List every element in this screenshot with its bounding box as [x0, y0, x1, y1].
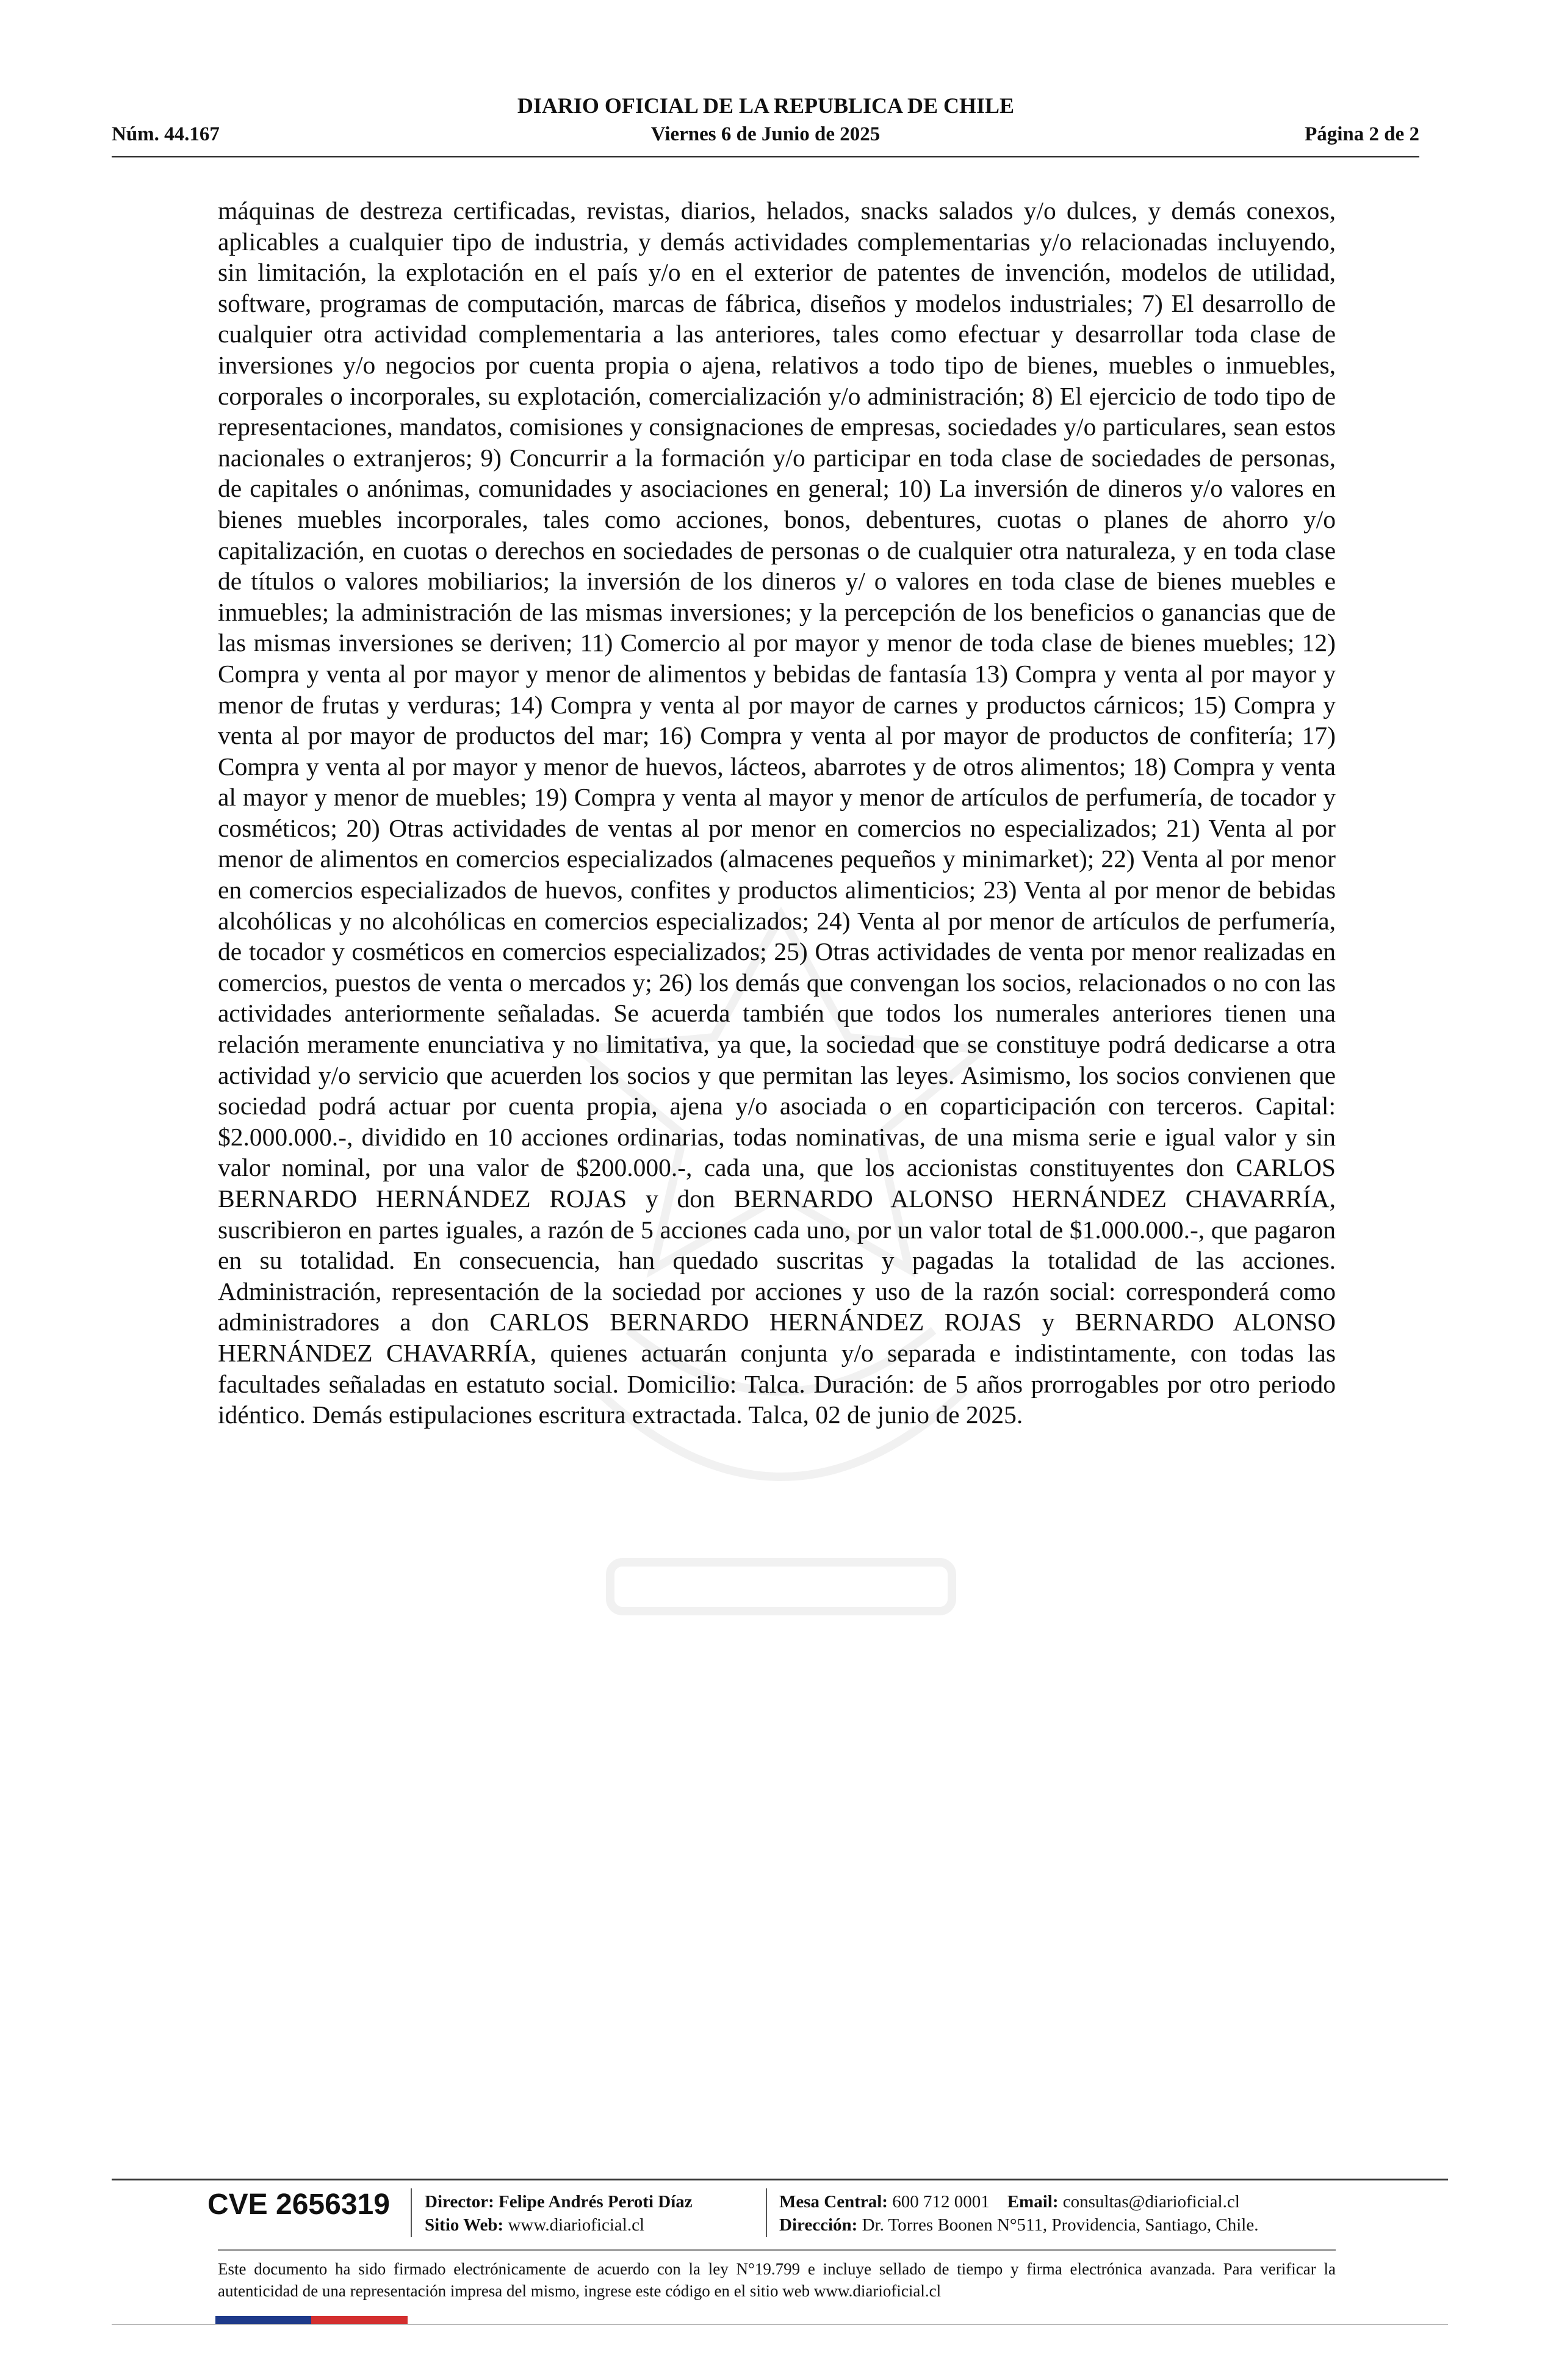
director-label: Director:	[425, 2192, 494, 2212]
footer-divider-top	[112, 2179, 1448, 2180]
website-label: Sitio Web:	[425, 2215, 504, 2235]
footer-contact-block	[779, 2190, 1258, 2237]
flag-stripe	[215, 2316, 408, 2324]
phone-label: Mesa Central:	[779, 2192, 888, 2212]
website-link[interactable]: www.diarioficial.cl	[508, 2215, 645, 2235]
issue-number: Núm. 44.167	[112, 123, 220, 145]
flag-blue-band	[215, 2316, 311, 2324]
body-text: máquinas de destreza certificadas, revistas, diarios, helados, snacks salados y/o dulces, y demás conexos, aplicables a cualquier tipo de industria, y demás actividades complementarias y/o relacionadas incluyendo, sin limitación, la explotación en el país y/o en el exterior de patentes de invención, modelos de utilidad, software, programas de computación, marcas de fábrica, diseños y modelos industriales; 7) El desarrollo de cualquier otra actividad complementaria a las anteriores, tales como efectuar y desarrollar toda clase de inversiones y/o negocios por cuenta propia o ajena, relativos a todo tipo de bienes, muebles o inmuebles, corporales o incorporales, su explotación, comercialización y/o administración; 8) El ejercicio de todo tipo de representaciones, mandatos, comisiones y consignaciones de empresas, sociedades y/o particulares, sean estos nacionales o extranjeros; 9) Concurrir a la formación y/o participar en toda clase de sociedades de personas, de capitales o anónimas, comunidades y asociaciones en general; 10) La inversión de dineros y/o valores en bienes muebles incorporales, tales como acciones, bonos, debentures, cuotas o planes de ahorro y/o capitalización, en cuotas o derechos en sociedades de personas o de cualquier otra naturaleza, y en toda clase de títulos o valores mobiliarios; la inversión de los dineros y/ o valores en toda clase de bienes muebles e inmuebles; la administración de las mismas inversiones; y la percepción de los beneficios o ganancias que de las mismas inversiones se deriven; 11) Comercio al por mayor y menor de toda clase de bienes muebles; 12) Compra y venta al por mayor y menor de alimentos y bebidas de fantasía 13) Compra y venta al por mayor y menor de frutas y verduras; 14) Compra y venta al por mayor de carnes y productos cárnicos; 15) Compra y venta al por mayor de productos del mar; 16) Compra y venta al por mayor de productos de confitería; 17) Compra y venta al por mayor y menor de huevos, lácteos, abarrotes y de otros alimentos; 18) Compra y venta al mayor y menor de muebles; 19) Compra y venta al mayor y menor de artículos de perfumería, de tocador y cosméticos; 20) Otras actividades de ventas al por menor en comercios no especializados; 21) Venta al por menor de alimentos en comercios especializados (almacenes pequeños y minimarket); 22) Venta al por menor en comercios especializados de huevos, confites y productos alimenticios; 23) Venta al por menor de bebidas alcohólicas y no alcohólicas en comercios especializados; 24) Venta al por menor de artículos de perfumería, de tocador y cosméticos en comercios especializados; 25) Otras actividades de venta por menor realizadas en comercios, puestos de venta o mercados y; 26) los demás que convengan los socios, relacionados o no con las actividades anteriormente señaladas. Se acuerda también que todos los numerales anteriores tienen una relación meramente enunciativa y no limitativa, ya que, la sociedad que se constituye podrá dedicarse a otra actividad y/o servicio que acuerden los socios y que permitan las leyes. Asimismo, los socios convienen que sociedad podrá actuar por cuenta propia, ajena y/o asociada o en coparticipación con terceros. Capital: $2.000.000.-, dividido en 10 acciones ordinarias, todas nominativas, de una misma serie e igual valor y sin valor nominal, por una valor de $200.000.-, cada una, que los accionistas constituyentes don CARLOS BERNARDO HERNÁNDEZ ROJAS y don BERNARDO ALONSO HERNÁNDEZ CHAVARRÍA, suscribieron en partes iguales, a razón de 5 acciones cada uno, por un valor total de $1.000.000.-, que pagaron en su totalidad. En consecuencia, han quedado suscritas y pagadas la totalidad de las acciones. Administración, representación de la sociedad por acciones y uso de la razón social: corresponderá como administradores a don CARLOS BERNARDO HERNÁNDEZ ROJAS y BERNARDO ALONSO HERNÁNDEZ CHAVARRÍA, quienes actuarán conjunta y/o separada e indistintamente, con todas las facultades señaladas en estatuto social. Domicilio: Talca. Duración: de 5 años prorrogables por otro periodo idéntico. Demás estipulaciones escritura extractada. Talca, 02 de junio de 2025.	[218, 197, 1336, 1429]
header-row	[112, 123, 1419, 150]
footer-director-block	[425, 2190, 693, 2237]
phone-number: 600 712 0001	[892, 2192, 990, 2212]
email-label: Email:	[1007, 2192, 1059, 2212]
page-indicator: Página 2 de 2	[1305, 123, 1419, 145]
footer-divider-bottom	[112, 2324, 1448, 2325]
signature-note: Este documento ha sido firmado electrónicamente de acuerdo con la ley N°19.799 e incluye sellado de tiempo y firma electrónica avanzada. Para verificar la autenticidad de una representación impresa del mismo, ingrese este código en el sitio web www.diarioficial.cl	[218, 2260, 1336, 2300]
footer-separator	[766, 2188, 767, 2237]
director-name: Felipe Andrés Peroti Díaz	[499, 2192, 693, 2212]
footer-divider-middle	[218, 2249, 1336, 2251]
header-divider	[112, 156, 1419, 157]
gazette-title: DIARIO OFICIAL DE LA REPUBLICA DE CHILE	[517, 93, 1015, 118]
address-text: Dr. Torres Boonen N°511, Providencia, Santiago, Chile.	[862, 2215, 1259, 2235]
address-label: Dirección:	[779, 2215, 858, 2235]
footer-separator	[411, 2188, 412, 2237]
flag-red-band	[311, 2316, 408, 2324]
issue-date: Viernes 6 de Junio de 2025	[650, 123, 881, 145]
cve-code: CVE 2656319	[207, 2188, 390, 2221]
email-link[interactable]: consultas@diarioficial.cl	[1062, 2192, 1240, 2212]
